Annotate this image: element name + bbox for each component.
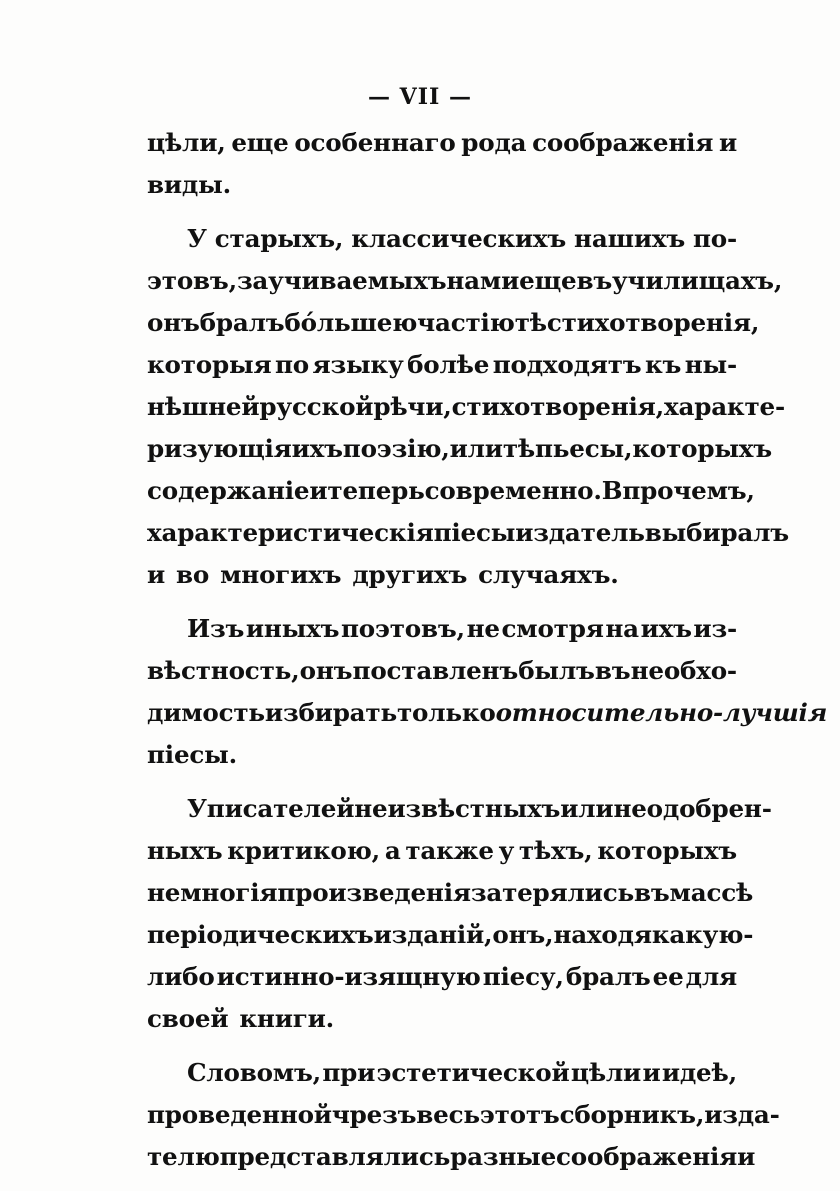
word: книги.: [239, 1004, 335, 1033]
word: теперь: [327, 476, 425, 505]
word: эстетической: [376, 1058, 570, 1087]
text-line: [147, 1136, 756, 1178]
text-line: [147, 386, 785, 428]
word: немногія: [147, 878, 278, 907]
word: въ: [633, 878, 670, 907]
word: пьесы,: [534, 434, 633, 463]
word: стихотворенія,: [546, 308, 760, 337]
word: относительно-лучшія: [495, 698, 828, 727]
word: или: [560, 794, 614, 823]
word: при: [322, 1058, 376, 1087]
word: сборникъ,: [559, 1100, 705, 1129]
word: піесы: [433, 518, 516, 547]
word: вѣстность,: [147, 656, 300, 685]
text-line: [147, 218, 737, 260]
word: особеннаго: [294, 128, 456, 157]
word: У: [187, 224, 207, 253]
text-line: [147, 554, 737, 596]
word: нашихъ: [574, 224, 685, 253]
word: современно.: [424, 476, 602, 505]
word: или: [449, 434, 503, 463]
word: ны-: [684, 350, 737, 379]
word: неизвѣстныхъ: [354, 794, 561, 823]
word: также: [405, 836, 494, 865]
word: которыхъ: [632, 434, 772, 463]
word: издатель: [515, 518, 645, 547]
word: Впрочемъ,: [601, 476, 755, 505]
word: въ: [576, 266, 612, 295]
word: этотъ: [479, 1100, 560, 1129]
word: чрезъ: [331, 1100, 417, 1129]
text-line: [147, 692, 828, 734]
word: которыхъ: [597, 836, 737, 865]
word: этовъ,: [147, 266, 237, 295]
word: по: [274, 350, 309, 379]
word: необхо-: [630, 656, 737, 685]
word: критикою,: [227, 836, 381, 865]
text-line: [147, 302, 760, 344]
text-line: [147, 788, 772, 830]
word: находя: [553, 920, 652, 949]
word: частію: [417, 308, 515, 337]
word: къ: [644, 350, 682, 379]
word: цѣли: [570, 1058, 642, 1087]
paragraph: [147, 1052, 780, 1178]
text-line: [147, 122, 737, 164]
word: идеѣ,: [661, 1058, 737, 1087]
word: какую-: [651, 920, 754, 949]
word: и: [147, 560, 166, 589]
word: еще: [231, 128, 289, 157]
word: неодобрен-: [613, 794, 772, 823]
word: на: [605, 614, 639, 643]
word: многихъ: [220, 560, 342, 589]
text-line: [147, 914, 754, 956]
word: затерялись: [470, 878, 634, 907]
word: и: [309, 476, 328, 505]
word: случаяхъ.: [478, 560, 619, 589]
word: характе-: [664, 392, 785, 421]
word: димость: [147, 698, 265, 727]
word: содержаніе: [147, 476, 310, 505]
paragraph: [147, 608, 828, 776]
word: русской: [259, 392, 374, 421]
word: виды.: [147, 170, 231, 199]
word: Изъ: [187, 614, 245, 643]
word: и: [718, 128, 737, 157]
word: произведенія: [277, 878, 471, 907]
text-line: [147, 872, 754, 914]
word: по-: [692, 224, 737, 253]
paragraph: [147, 122, 737, 206]
word: цѣли,: [147, 128, 226, 157]
word: во: [176, 560, 210, 589]
word: либо: [147, 962, 215, 991]
word: поэзію,: [342, 434, 450, 463]
word: ихъ: [640, 614, 692, 643]
word: ихъ: [291, 434, 343, 463]
word: Словомъ,: [187, 1058, 322, 1087]
word: тѣ: [514, 308, 547, 337]
word: и: [737, 1142, 756, 1171]
word: классическихъ: [351, 224, 567, 253]
word: изданій,: [373, 920, 493, 949]
word: бралъ: [199, 308, 285, 337]
word: другихъ: [352, 560, 468, 589]
word: поставленъ: [352, 656, 519, 685]
word: изда-: [704, 1100, 780, 1129]
text-line: [147, 734, 737, 776]
body-text: [147, 122, 828, 1190]
word: заучиваемыхъ: [236, 266, 447, 295]
word: которыя: [147, 350, 272, 379]
paragraph: [147, 218, 789, 596]
word: тѣхъ,: [518, 836, 593, 865]
word: поэтовъ,: [340, 614, 465, 643]
word: нѣшней: [147, 392, 260, 421]
word: піесу,: [482, 962, 564, 991]
word: рода: [461, 128, 527, 157]
word: соображенія: [556, 1142, 738, 1171]
word: истинно-изящную: [216, 962, 481, 991]
word: смотря: [501, 614, 604, 643]
paragraph: [147, 788, 772, 1040]
word: въ: [594, 656, 631, 685]
word: избирать: [264, 698, 397, 727]
word: проведенной: [147, 1100, 332, 1129]
word: подходятъ: [492, 350, 642, 379]
word: училищахъ,: [612, 266, 783, 295]
word: былъ: [518, 656, 595, 685]
word: разные: [450, 1142, 557, 1171]
word: ризующія: [147, 434, 292, 463]
word: еще: [519, 266, 577, 295]
word: онъ,: [492, 920, 554, 949]
word: массѣ: [669, 878, 754, 907]
word: писателей: [206, 794, 355, 823]
text-line: [147, 956, 737, 998]
word: онъ: [299, 656, 353, 685]
word: старыхъ,: [214, 224, 344, 253]
word: не: [466, 614, 500, 643]
word: а: [384, 836, 401, 865]
text-line: [147, 1094, 780, 1136]
text-line: [147, 512, 789, 554]
text-line: [147, 164, 737, 206]
text-line: [147, 260, 783, 302]
word: стихотворенія,: [451, 392, 664, 421]
word: из-: [693, 614, 737, 643]
word: выбиралъ: [644, 518, 789, 547]
text-line: [147, 608, 737, 650]
word: языку: [312, 350, 404, 379]
word: весь: [416, 1100, 480, 1129]
word: ее: [652, 962, 684, 991]
word: періодическихъ: [147, 920, 374, 949]
word: онъ: [147, 308, 200, 337]
word: соображенія: [532, 128, 714, 157]
text-line: [147, 650, 737, 692]
word: бралъ: [565, 962, 651, 991]
word: и: [642, 1058, 661, 1087]
word: піесы.: [147, 740, 237, 769]
word: болѣе: [407, 350, 490, 379]
word: только: [396, 698, 496, 727]
word: представлялись: [219, 1142, 451, 1171]
word: для: [685, 962, 737, 991]
text-line: [147, 1052, 737, 1094]
text-line: [147, 344, 737, 386]
word: характеристическія: [147, 518, 434, 547]
text-line: [147, 470, 755, 512]
word: телю: [147, 1142, 220, 1171]
word: рѣчи,: [373, 392, 452, 421]
word: у: [498, 836, 515, 865]
word: бо́льшею: [284, 308, 418, 337]
text-line: [147, 428, 772, 470]
word: нами: [446, 266, 520, 295]
text-line: [147, 998, 737, 1040]
page-number-header: — VII —: [368, 84, 472, 110]
text-line: [147, 830, 737, 872]
word: тѣ: [502, 434, 535, 463]
word: У: [187, 794, 207, 823]
word: своей: [147, 1004, 229, 1033]
word: иныхъ: [245, 614, 340, 643]
word: ныхъ: [147, 836, 223, 865]
